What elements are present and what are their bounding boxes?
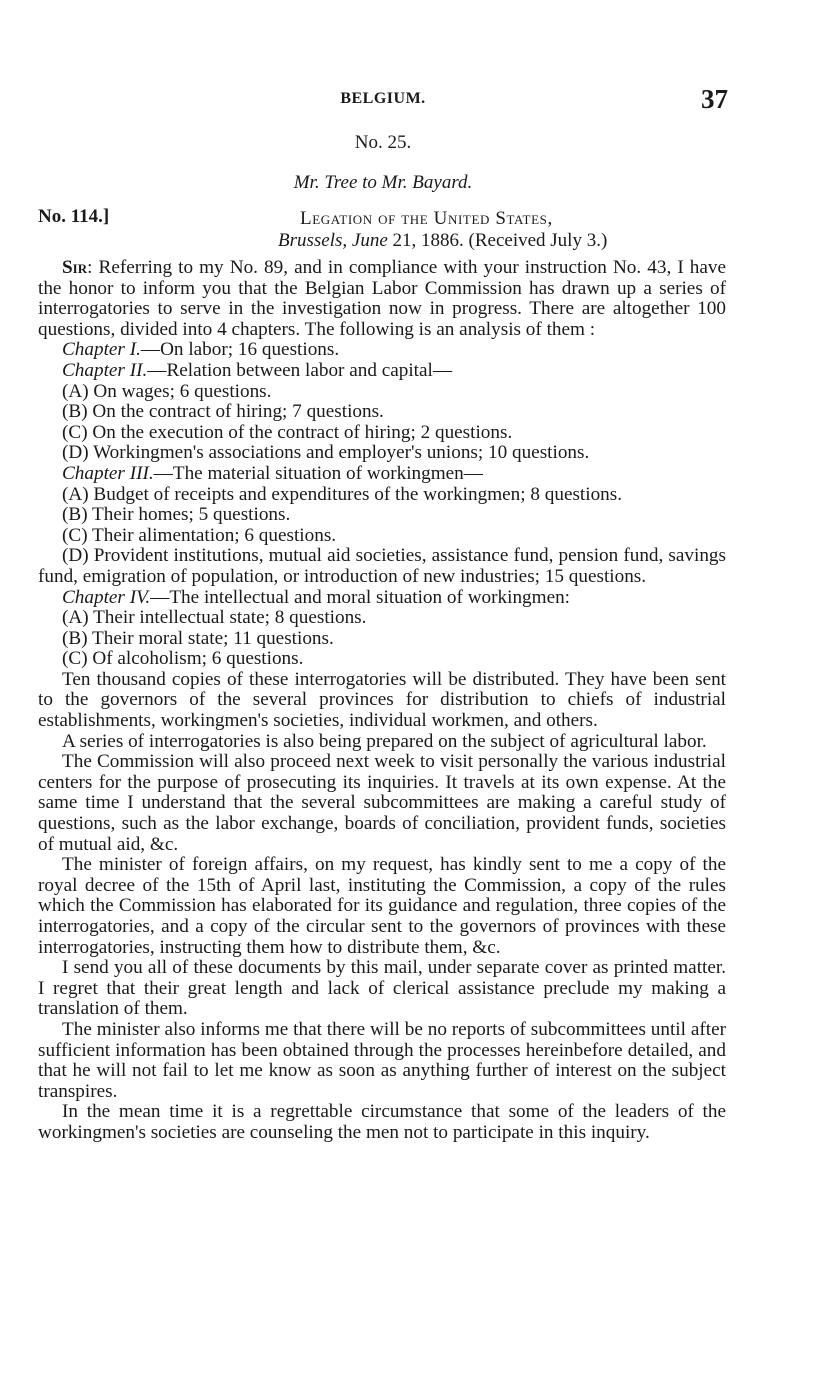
- dispatch-number: No. 114.]: [38, 206, 110, 227]
- chapter-2-item-c: (C) On the execution of the contract of hiring; 2 questions.: [62, 421, 513, 443]
- chapter-4-item-b: (B) Their moral state; 11 questions.: [62, 627, 334, 649]
- page-number: 37: [701, 84, 728, 114]
- leaders-paragraph: In the mean time it is a regrettable circumstance that some of the leaders of the workingmen's societies are counseling the men not to participate in this inquiry.: [38, 1101, 726, 1143]
- legation-heading: Legation of the United States,: [300, 208, 553, 229]
- byline: Mr. Tree to Mr. Bayard.: [293, 172, 473, 193]
- chapter-1-label: Chapter I.: [62, 339, 141, 361]
- running-header: [0, 84, 832, 118]
- distribution-paragraph: Ten thousand copies of these interrogatories will be distributed. They have been sent to the governors of the several provinces for distribution to chiefs of industrial establishments, workingmen's societies, individual workmen, and others.: [38, 668, 726, 732]
- chapter-4-label: Chapter IV.: [62, 586, 151, 608]
- salutation: Sir: [62, 257, 88, 278]
- chapter-3-item-a: (A) Budget of receipts and expenditures of the workingmen; 8 questions.: [62, 483, 623, 505]
- chapter-3-text: —The material situation of workingmen—: [153, 462, 483, 484]
- chapter-2-text: —Relation between labor and capital—: [147, 359, 453, 381]
- minister-paragraph: The minister of foreign affairs, on my request, has kindly sent to me a copy of the royal decree of the 15th of April last, instituting the Commission, a copy of the rules which the Commission has elaborated for its guidance and regulation, three copies of the interrogatories, and a copy of the circular sent to the governors of provinces with these interrogatories, instructing them how to distribute them, &c.: [38, 854, 726, 958]
- send-paragraph: I send you all of these documents by this mail, under separate cover as printed matter. I regret that their great length and lack of clerical assistance preclude my making a translation of them.: [38, 957, 726, 1020]
- chapter-3-item-c: (C) Their alimentation; 6 questions.: [62, 524, 337, 546]
- dateline: [278, 230, 607, 252]
- chapter-2-item-a: (A) On wages; 6 questions.: [62, 380, 272, 402]
- chapter-3-item-d: (D) Provident institutions, mutual aid societies, assistance fund, pension fund, savings fund, emigration of population, or introduction of new industries; 15 questions.: [38, 545, 726, 587]
- chapter-3-label: Chapter III.: [62, 462, 154, 484]
- chapter-4-line: [38, 588, 726, 609]
- opening-paragraph: [38, 258, 726, 340]
- agricultural-paragraph: A series of interrogatories is also being prepared on the subject of agricultural labor.: [62, 730, 707, 752]
- reports-paragraph: The minister also informs me that there will be no reports of subcommittees until after sufficient information has been obtained through the processes hereinbefore detailed, and that he will not fail to let me know as soon as anything further of interest on the subject transpires.: [38, 1018, 726, 1102]
- chapter-3-item-b: (B) Their homes; 5 questions.: [62, 504, 291, 526]
- dateline-date: 21, 1886. (Received July 3.): [387, 230, 608, 251]
- chapter-1-line: [38, 340, 726, 361]
- chapter-4-item-a: (A) Their intellectual state; 8 questions.: [62, 607, 367, 629]
- chapter-4-text: —The intellectual and moral situation of workingmen:: [150, 586, 571, 608]
- chapter-3-line: [38, 464, 726, 485]
- letter-body: [38, 258, 726, 1144]
- opening-text: : Referring to my No. 89, and in compliance with your instruction No. 43, I have the honor to inform you that the Belgian Labor Commission has drawn up a series of interrogatories to serve in the investigation now in progress. There are altogether 100 questions, divided into 4 chapters. The following is an analysis of them :: [38, 257, 726, 340]
- chapter-2-label: Chapter II.: [62, 359, 148, 381]
- chapter-2-line: [38, 361, 726, 382]
- commission-paragraph: The Commission will also proceed next week to visit personally the various industrial centers for the purpose of prosecuting its inquiries. It travels at its own expense. At the same time I understand that the several subcommittees are making a careful study of questions, such as the labor exchange, boards of conciliation, provident funds, societies of mutual aid, &c.: [38, 751, 726, 855]
- running-title: BELGIUM.: [340, 90, 426, 107]
- chapter-2-item-d: (D) Workingmen's associations and employer's unions; 10 questions.: [62, 442, 590, 464]
- chapter-2-item-b: (B) On the contract of hiring; 7 questions.: [62, 401, 384, 423]
- document-number: No. 25.: [354, 132, 412, 153]
- dateline-place: Brussels, June: [278, 230, 388, 251]
- chapter-4-item-c: (C) Of alcoholism; 6 questions.: [62, 648, 304, 670]
- chapter-1-text: —On labor; 16 questions.: [140, 339, 340, 361]
